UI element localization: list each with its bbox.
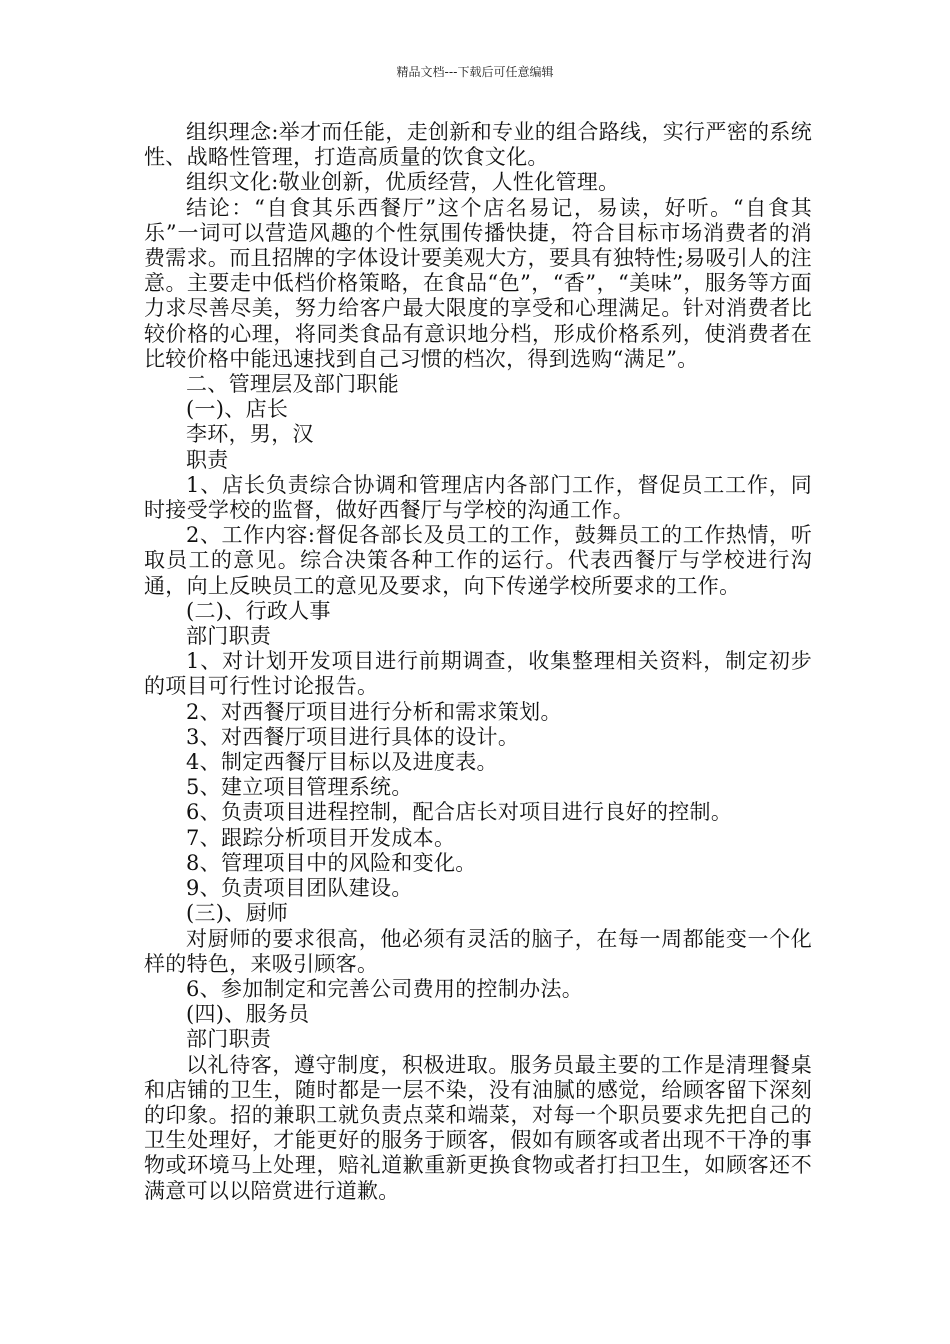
document-body	[144, 120, 812, 1204]
admin-duty-4: 4、制定西餐厅目标以及进度表。	[186, 750, 498, 775]
paragraph-conclusion: 结论：“自食其乐西餐厅”这个店名易记，易读，好听。“自食其乐”一词可以营造风趣的个性氛围传播快捷，符合目标市场消费者的消费需求。而且招牌的字体设计要美观大方，要具有独特性;易吸引人的注意。主要走中低档价格策略，在食品“色”，“香”，“美味”，服务等方面力求尽善尽美，努力给客户最大限度的享受和心理满足。针对消费者比较价格的心理，将同类食品有意识地分档，形成价格系列，使消费者在比较价格中能迅速找到自己习惯的档次，得到选购“满足”。	[144, 195, 812, 371]
admin-duty-1: 1、对计划开发项目进行前期调查，收集整理相关资料，制定初步的项目可行性讨论报告。	[144, 649, 812, 699]
label-duties: 职责	[186, 447, 229, 472]
manager-info: 李环，男，汉	[186, 422, 314, 447]
label-department-duties: 部门职责	[186, 624, 272, 649]
manager-duty-2: 2、工作内容:督促各部长及员工的工作，鼓舞员工的工作热情，听取员工的意见。综合决策各种工作的运行。代表西餐厅与学校进行沟通，向上反映员工的意见及要求，向下传递学校所要求的工作。	[144, 523, 812, 598]
waiter-duties: 以礼待客，遵守制度，积极进取。服务员最主要的工作是清理餐桌和店铺的卫生，随时都是一层不染，没有油腻的感觉，给顾客留下深刻的印象。招的兼职工就负责点菜和端菜，对每一个职员要求先把自己的卫生处理好，才能更好的服务于顾客，假如有顾客或者出现不干净的事物或环境马上处理，赔礼道歉重新更换食物或者打扫卫生，如顾客还不满意可以以陪赏进行道歉。	[144, 1052, 812, 1203]
admin-duty-3: 3、对西餐厅项目进行具体的设计。	[186, 724, 520, 749]
manager-duty-1: 1、店长负责综合协调和管理店内各部门工作，督促员工工作，同时接受学校的监督，做好西餐厅与学校的沟通工作。	[144, 472, 812, 523]
paragraph-organization-culture: 组织文化:敬业创新，优质经营，人性化管理。	[186, 170, 620, 195]
label-department-duties-waiter: 部门职责	[186, 1027, 272, 1052]
paragraph-organization-philosophy: 组织理念:举才而任能，走创新和专业的组合路线，实行严密的系统性、战略性管理，打造高质量的饮食文化。	[144, 120, 812, 170]
section-heading-management: 二、管理层及部门职能	[186, 372, 399, 397]
admin-duty-2: 2、对西餐厅项目进行分析和需求策划。	[186, 699, 562, 724]
chef-duty-6: 6、参加制定和完善公司费用的控制办法。	[186, 976, 584, 1001]
subsection-heading-store-manager: (一)、店长	[186, 397, 289, 422]
admin-duty-8: 8、管理项目中的风险和变化。	[186, 850, 477, 875]
admin-duty-9: 9、负责项目团队建设。	[186, 876, 413, 901]
admin-duty-7: 7、跟踪分析项目开发成本。	[186, 825, 456, 850]
admin-duty-5: 5、建立项目管理系统。	[186, 775, 413, 800]
admin-duty-6: 6、负责项目进程控制，配合店长对项目进行良好的控制。	[186, 800, 733, 825]
subsection-heading-waiter: (四)、服务员	[186, 1002, 310, 1027]
chef-requirement: 对厨师的要求很高，他必须有灵活的脑子，在每一周都能变一个化样的特色，来吸引顾客。	[144, 926, 812, 976]
subsection-heading-chef: (三)、厨师	[186, 901, 289, 926]
page-header: 精品文档---下载后可任意编辑	[396, 65, 554, 79]
subsection-heading-admin-hr: (二)、行政人事	[186, 598, 331, 623]
